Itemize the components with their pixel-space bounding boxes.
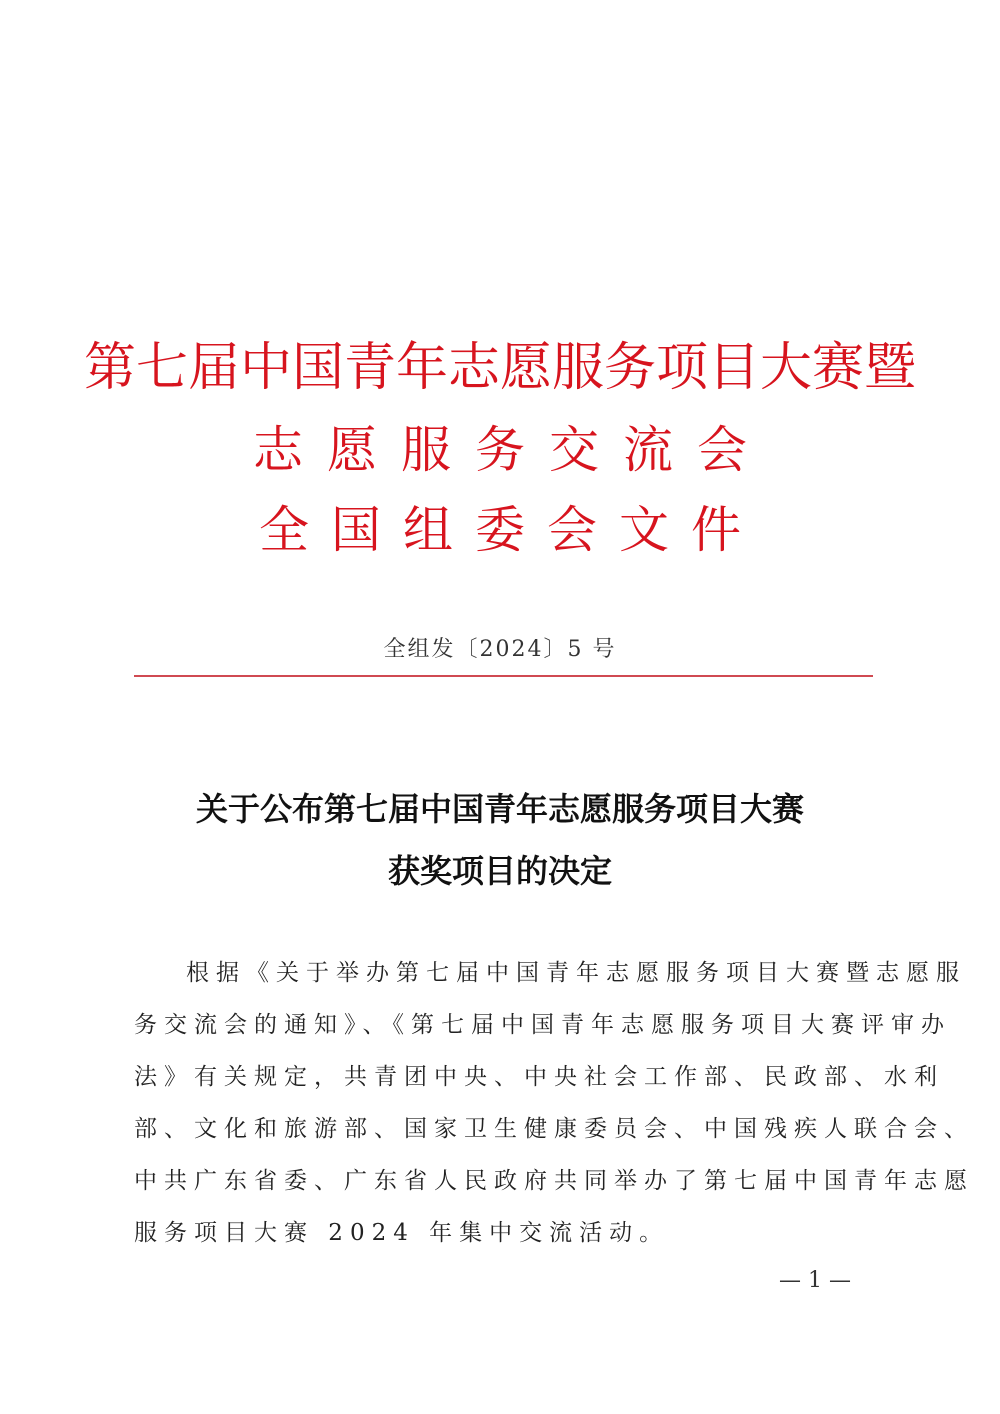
- body-line-4: 部、文化和旅游部、国家卫生健康委员会、中国残疾人联合会、: [134, 1116, 974, 1142]
- decision-title-line-1: 关于公布第七届中国青年志愿服务项目大赛: [195, 790, 804, 828]
- body-line-2: 务交流会的通知》、《第七届中国青年志愿服务项目大赛评审办: [134, 1012, 951, 1038]
- red-header-line-2: 志愿服务交流会: [253, 421, 771, 479]
- body-line-3: 法》有关规定，共青团中央、中央社会工作部、民政部、水利: [134, 1064, 944, 1090]
- body-line-6: 服务项目大赛 2024 年集中交流活动。: [134, 1220, 670, 1246]
- page-number: — 1 —: [779, 1268, 851, 1293]
- red-header-line-3: 全国组委会文件: [259, 501, 763, 559]
- red-divider-rule: [134, 675, 873, 677]
- body-paragraph: [134, 947, 974, 1259]
- body-line-5: 中共广东省委、广东省人民政府共同举办了第七届中国青年志愿: [134, 1168, 974, 1194]
- decision-title-line-2: 获奖项目的决定: [387, 852, 612, 890]
- document-number: 全组发〔2024〕5 号: [383, 637, 617, 662]
- red-header-line-1: 第七届中国青年志愿服务项目大赛暨: [83, 338, 916, 398]
- body-line-1: 根据《关于举办第七届中国青年志愿服务项目大赛暨志愿服: [186, 960, 966, 986]
